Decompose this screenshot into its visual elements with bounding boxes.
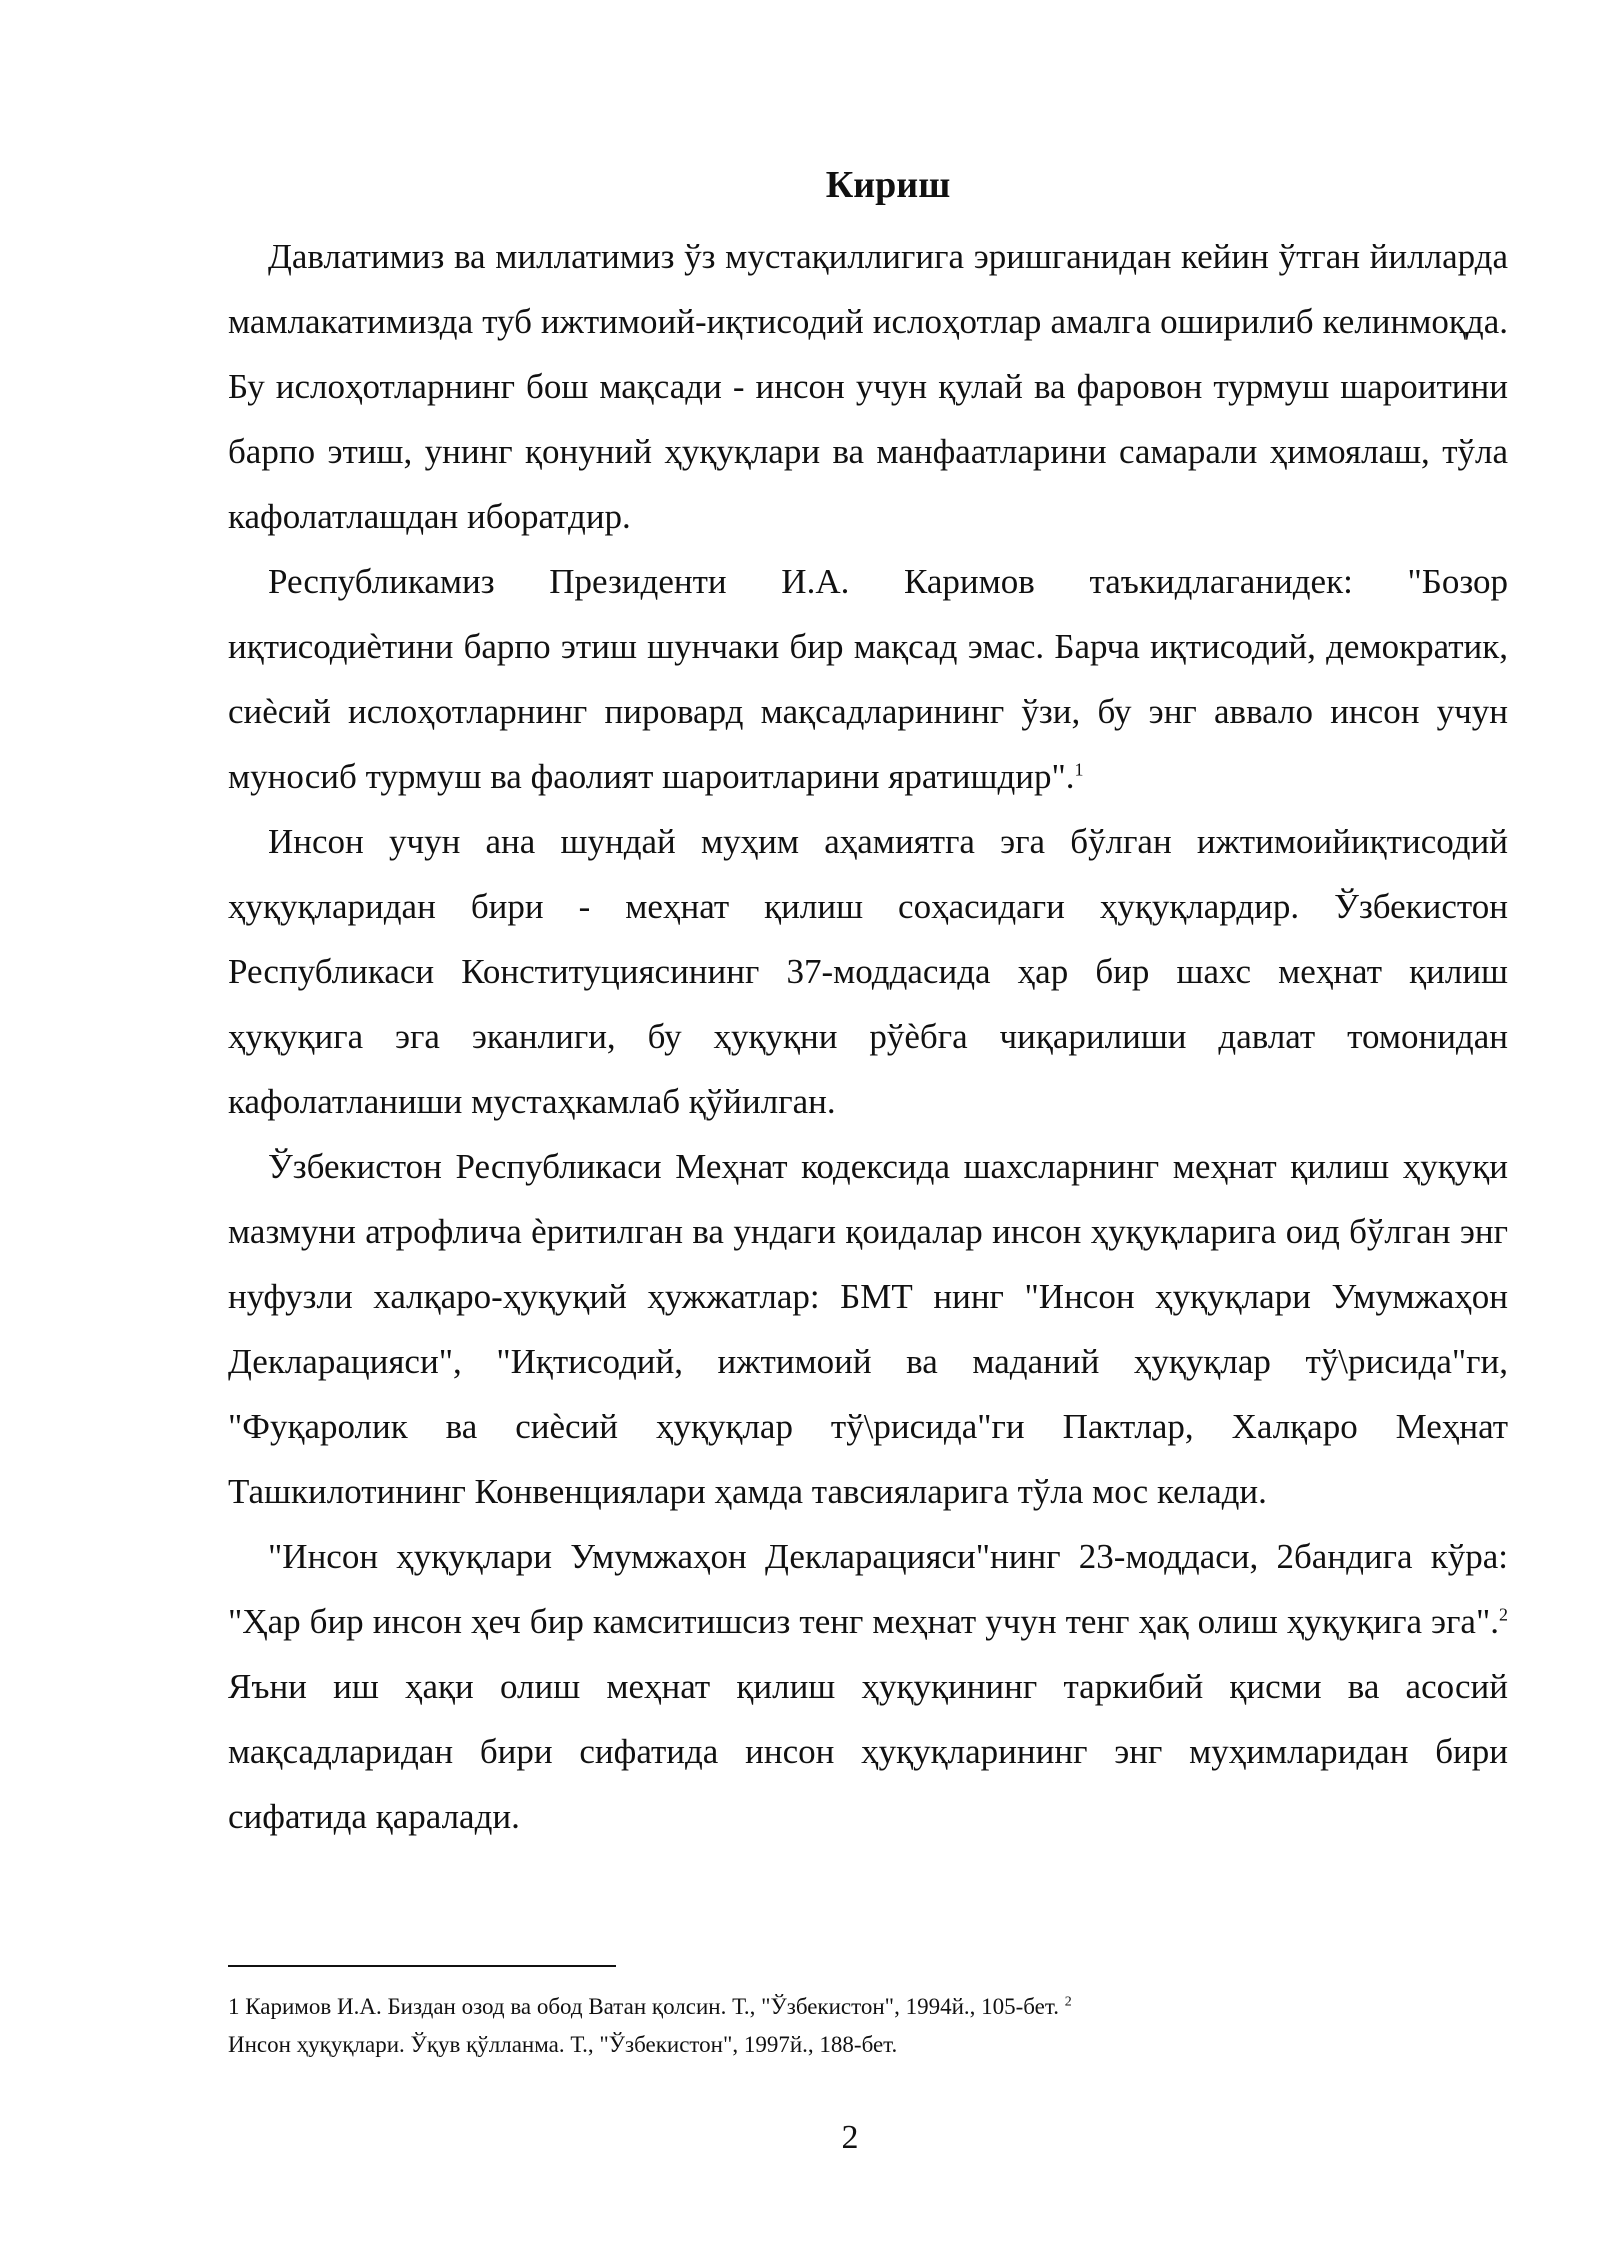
- paragraph-president-quote-text: Республикамиз Президенти И.А. Каримов таъкидлаганидек: "Бозор иқтисодиѐтини барпо этиш шунчаки бир мақсад эмас. Барча иқтисодий, демократик, сиѐсий ислоҳотларнинг пировард мақсадларининг ўзи, бу энг аввало инсон учун муносиб турмуш ва фаолият шароитларини яратишдир".: [228, 562, 1508, 796]
- paragraph-declaration-text: "Инсон ҳуқуқлари Умумжаҳон Декларацияси"нинг 23-моддаси, 2бандига кўра: "Ҳар бир инсон ҳеч бир камситишсиз тенг меҳнат учун тенг ҳақ олиш ҳуқуқига эга".: [228, 1537, 1508, 1641]
- footnote-line-1: [228, 1988, 1508, 2026]
- footnote-separator: [228, 1965, 616, 1967]
- footnote-2-text: Инсон ҳуқуқлари. Ўқув қўлланма. Т., "Ўзбекистон", 1997й., 188-бет.: [228, 2032, 898, 2057]
- page-title: Кириш: [825, 164, 951, 206]
- footnote-1-text: 1 Каримов И.А. Биздан озод ва обод Ватан қолсин. Т., "Ўзбекистон", 1994й., 105-бет.: [228, 1994, 1059, 2019]
- paragraph-declaration: [228, 1524, 1508, 1849]
- page-number: 2: [841, 2119, 859, 2156]
- paragraph-labor-code: [228, 1134, 1508, 1524]
- paragraph-president-quote: [228, 549, 1508, 809]
- paragraph-labor-code-text: Ўзбекистон Республикаси Меҳнат кодексида шахсларнинг меҳнат қилиш ҳуқуқи мазмуни атрофлича ѐритилган ва ундаги қоидалар инсон ҳуқуқларига оид бўлган энг нуфузли халқаро-ҳуқуқий ҳужжатлар: БМТ нинг "Инсон ҳуқуқлари Умумжаҳон Декларацияси", "Иқтисодий, ижтимоий ва маданий ҳуқуқлар тў\рисида"ги, "Фуқаролик ва сиѐсий ҳуқуқлар тў\рисида"ги Пактлар, Халқаро Меҳнат Ташкилотининг Конвенциялари ҳамда тавсияларига тўла мос келади.: [228, 1147, 1508, 1511]
- document-body: [228, 160, 1508, 1849]
- footnotes: [228, 1988, 1508, 2064]
- paragraph-intro: [228, 224, 1508, 549]
- footnote-2-marker: 2: [1064, 1994, 1072, 2010]
- paragraph-labor-rights-text: Инсон учун ана шундай муҳим аҳамиятга эга бўлган ижтимоийиқтисодий ҳуқуқларидан бири - меҳнат қилиш соҳасидаги ҳуқуқлардир. Ўзбекистон Республикаси Конституциясининг 37-моддасида ҳар бир шахс меҳнат қилиш ҳуқуқига эга эканлиги, бу ҳуқуқни рўѐбга чиқарилиши давлат томонидан кафолатланиши мустаҳкамлаб қўйилган.: [228, 822, 1508, 1121]
- paragraph-labor-rights: [228, 809, 1508, 1134]
- footnote-line-2: [228, 2026, 1508, 2064]
- paragraph-intro-text: Давлатимиз ва миллатимиз ўз мустақиллигига эришганидан кейин ўтган йилларда мамлакатимизда туб ижтимоий-иқтисодий ислоҳотлар амалга оширилиб келинмоқда. Бу ислоҳотларнинг бош мақсади - инсон учун қулай ва фаровон турмуш шароитини барпо этиш, унинг қонуний ҳуқуқлари ва манфаатларини самарали ҳимоялаш, тўла кафолатлашдан иборатдир.: [228, 237, 1508, 536]
- footnote-ref-2: 2: [1499, 1604, 1508, 1625]
- footnote-ref-1: 1: [1074, 759, 1084, 780]
- paragraph-declaration-text-after: Яъни иш ҳақи олиш меҳнат қилиш ҳуқуқининг таркибий қисми ва асосий мақсадларидан бири сифатида инсон ҳуқуқларининг энг муҳимларидан бири сифатида қаралади.: [228, 1667, 1508, 1836]
